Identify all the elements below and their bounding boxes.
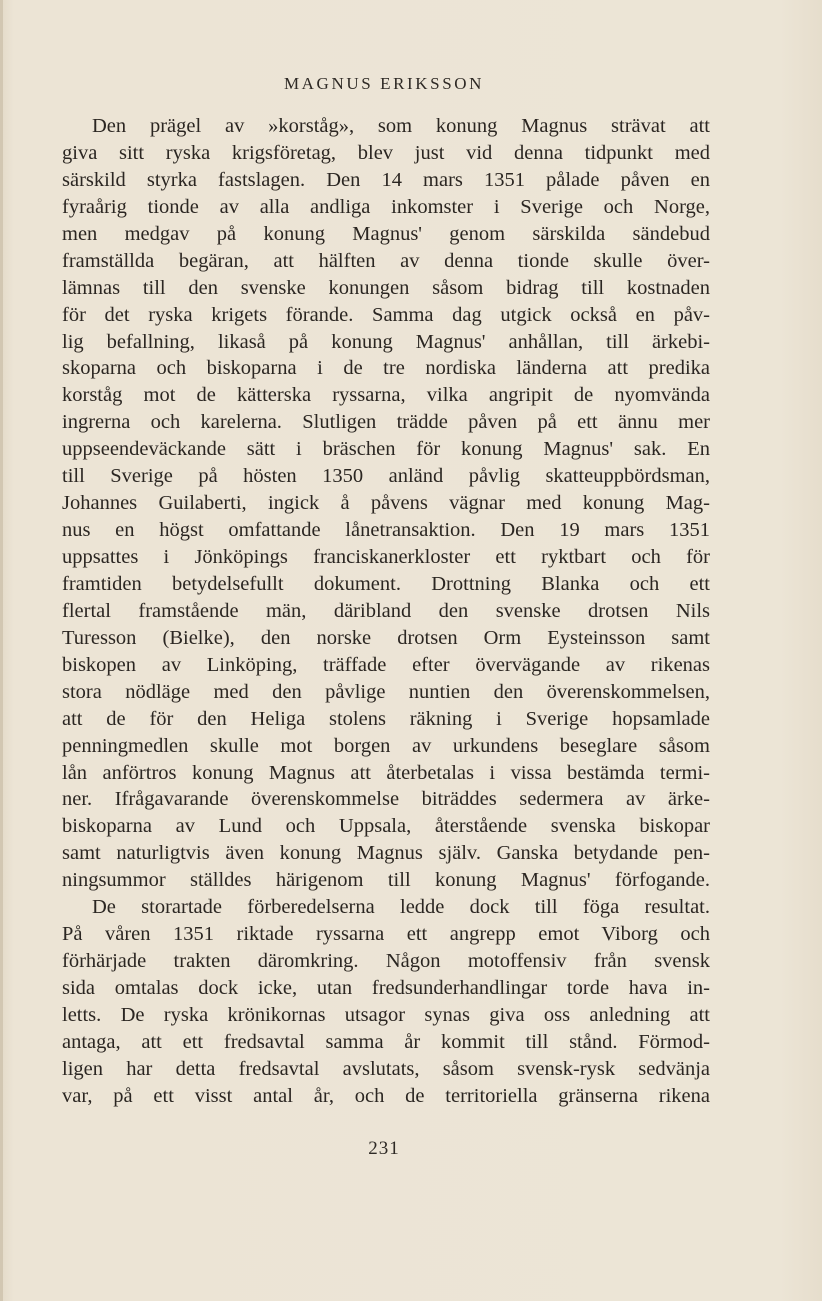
text-line: giva sitt ryska krigsföretag, blev just vid denna tidpunkt med	[62, 141, 710, 164]
text-line: stora nödläge med den påvlige nuntien den överenskommelsen,	[62, 680, 710, 703]
text-line: korståg mot de kätterska ryssarna, vilka angripit de nyomvända	[62, 384, 710, 407]
text-line: för det ryska krigets förande. Samma dag utgick också en påv-	[62, 303, 710, 326]
text-line: särskild styrka fastslagen. Den 14 mars 1351 pålade påven en	[62, 168, 710, 191]
text-line: lämnas till den svenske konungen såsom bidrag till kostnaden	[62, 276, 710, 299]
text-line: penningmedlen skulle mot borgen av urkundens beseglare såsom	[62, 734, 710, 757]
text-line: letts. De ryska krönikornas utsagor synas giva oss anledning att	[62, 1003, 710, 1026]
text-line: ner. Ifrågavarande överenskommelse biträddes sedermera av ärke-	[62, 788, 710, 811]
text-line: uppseendeväckande sätt i bräschen för konung Magnus' sak. En	[62, 438, 710, 461]
binding-edge	[0, 0, 3, 1301]
text-line: antaga, att ett fredsavtal samma år kommit till stånd. Förmod-	[62, 1030, 710, 1053]
text-line: De storartade förberedelserna ledde dock till föga resultat.	[92, 896, 710, 919]
running-head: MAGNUS ERIKSSON	[283, 74, 485, 93]
text-line: sida omtalas dock icke, utan fredsunderhandlingar torde hava in-	[62, 977, 710, 999]
text-line: lig befallning, likaså på konung Magnus' anhållan, till ärkebi-	[62, 330, 710, 353]
text-line: nus en högst omfattande lånetransaktion. Den 19 mars 1351	[62, 519, 710, 542]
text-line: samt naturligtvis även konung Magnus själv. Ganska betydande pen-	[62, 842, 710, 865]
text-line: flertal framstående män, däribland den svenske drotsen Nils	[62, 599, 710, 622]
text-line: var, på ett visst antal år, och de territoriella gränserna rikena	[62, 1084, 710, 1107]
text-line: Johannes Guilaberti, ingick å påvens vägnar med konung Mag-	[62, 492, 710, 515]
text-line: uppsattes i Jönköpings franciskanerkloster ett ryktbart och för	[62, 546, 710, 568]
text-line: skoparna och biskoparna i de tre nordiska länderna att predika	[62, 357, 710, 380]
text-line: framställda begäran, att hälften av denna tionde skulle över-	[62, 249, 710, 272]
text-line: men medgav på konung Magnus' genom särskilda sändebud	[62, 222, 710, 245]
text-line: På våren 1351 riktade ryssarna ett angrepp emot Viborg och	[62, 923, 710, 946]
text-line: biskopen av Linköping, träffade efter övervägande av rikenas	[62, 653, 710, 676]
text-line: förhärjade trakten däromkring. Någon motoffensiv från svensk	[62, 950, 710, 973]
text-line: Turesson (Bielke), den norske drotsen Orm Eysteinsson samt	[62, 626, 710, 649]
text-line: lån anförtros konung Magnus att återbetalas i vissa bestämda termi-	[62, 761, 710, 784]
text-line: fyraårig tionde av alla andliga inkomster i Sverige och Norge,	[62, 195, 710, 218]
text-line: Den prägel av »korståg», som konung Magnus strävat att	[92, 115, 710, 137]
text-line: att de för den Heliga stolens räkning i Sverige hopsamlade	[62, 707, 710, 730]
text-line: ningsummor ställdes härigenom till konung Magnus' förfogande.	[62, 869, 710, 892]
text-line: till Sverige på hösten 1350 anländ påvlig skatteuppbördsman,	[62, 465, 710, 488]
body-text	[62, 113, 710, 1110]
text-line: ingrerna och karelerna. Slutligen trädde påven på ett ännu mer	[62, 411, 710, 434]
text-line: biskoparna av Lund och Uppsala, återstående svenska biskopar	[62, 815, 710, 838]
page-number: 231	[368, 1138, 400, 1159]
text-line: ligen har detta fredsavtal avslutats, såsom svensk-rysk sedvänja	[62, 1057, 710, 1080]
text-line: framtiden betydelsefullt dokument. Drottning Blanka och ett	[62, 572, 710, 595]
